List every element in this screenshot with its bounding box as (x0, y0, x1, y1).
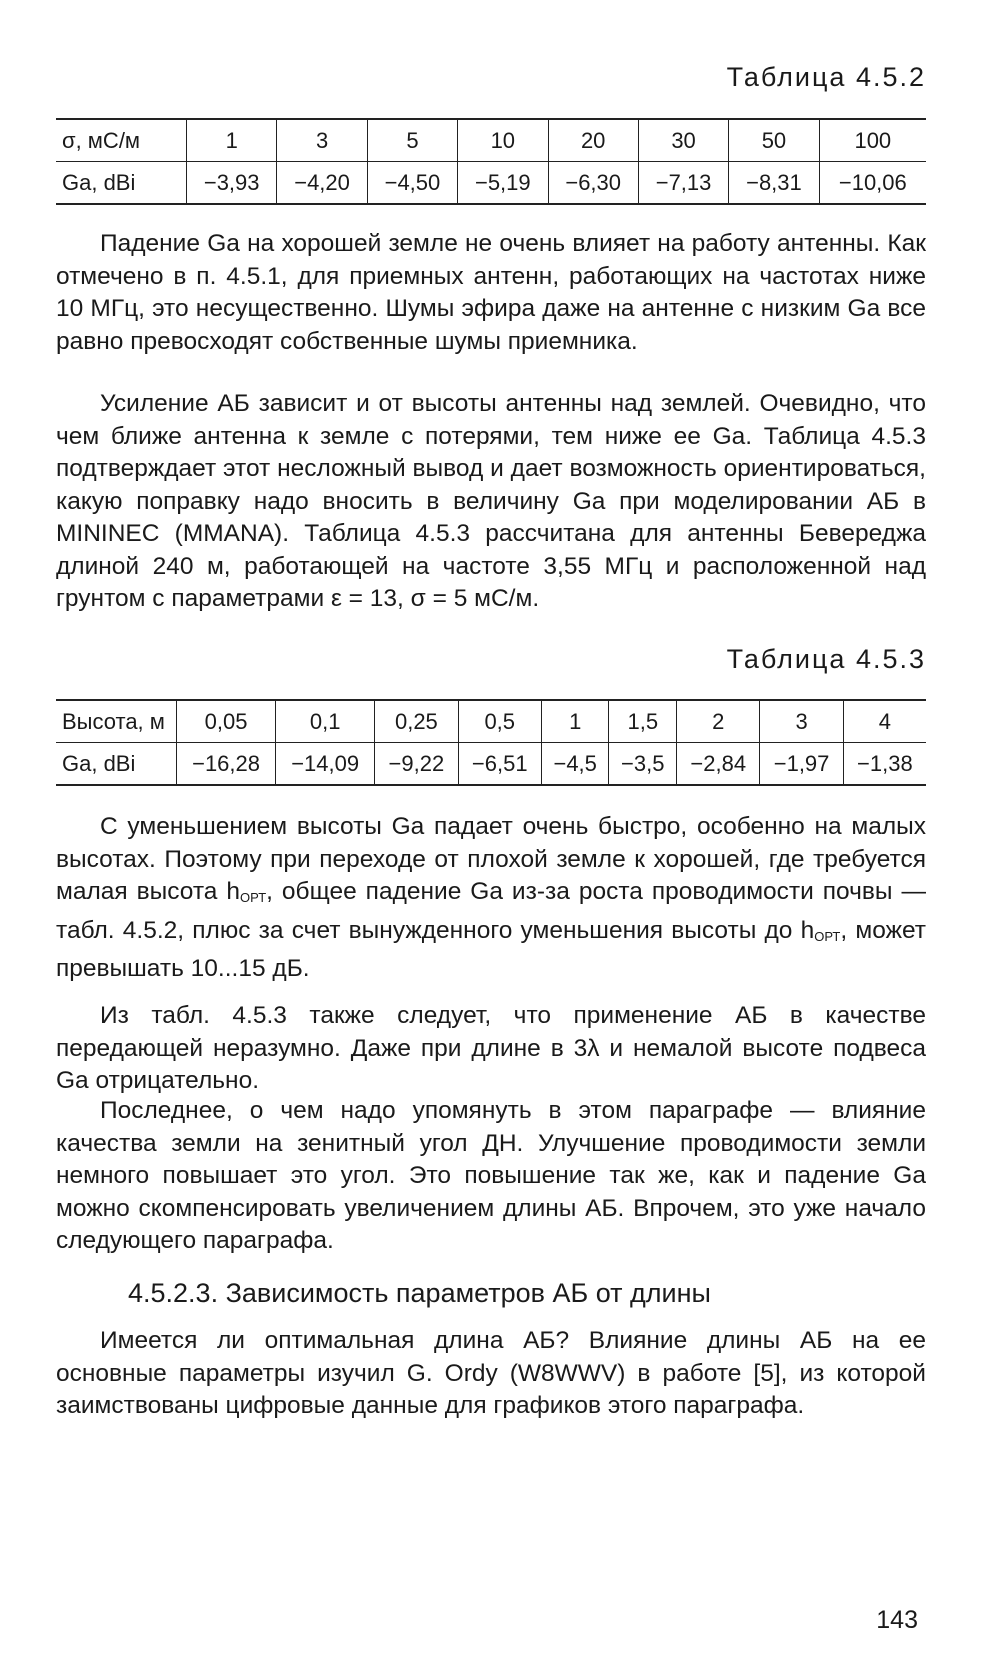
table-cell: 30 (638, 119, 728, 162)
table-cell: 1,5 (609, 700, 677, 743)
subscript-opt: ОРТ (240, 890, 267, 905)
table-cell: 3 (760, 700, 843, 743)
table-row (56, 119, 926, 162)
table-cell: −8,31 (729, 162, 819, 205)
table-row (56, 700, 926, 743)
paragraph-2: Усиление АБ зависит и от высоты антенны над землей. Очевидно, что чем ближе антенна к земле с потерями, тем ниже ее Ga. Таблица 4.5.3 подтверждает этот несложный вывод и дает возможность ориентироваться, какую поправку надо вносить в величину Ga при моделировании АБ в MININEC (MMANA). Таблица 4.5.3 рассчитана для антенны Бевереджа длиной 240 м, работающей на частоте 3,55 МГц и расположенной над грунтом с параметрами ε = 13, σ = 5 мС/м. (56, 390, 926, 612)
paragraph-3-text: , может превышать 10...15 дБ. (56, 916, 926, 982)
subscript-opt: ОРТ (814, 928, 841, 944)
row-label-sigma: σ, мС/м (56, 119, 187, 162)
paragraph-3-text: , общее падение Ga из-за роста проводимости почвы — табл. 4.5.2, плюс за счет вынужденного уменьшения высоты до h (56, 878, 926, 944)
row-label-ga: Ga, dBi (56, 743, 177, 786)
table-cell: −16,28 (177, 743, 276, 786)
table-4-5-2-caption: Таблица 4.5.2 (726, 62, 926, 92)
table-cell: −3,5 (609, 743, 677, 786)
table-cell: −6,30 (548, 162, 638, 205)
row-label-height: Высота, м (56, 700, 177, 743)
table-cell: 50 (729, 119, 819, 162)
row-label-ga: Ga, dBi (56, 162, 187, 205)
table-4-5-3-caption: Таблица 4.5.3 (726, 644, 926, 674)
table-cell: −4,20 (277, 162, 367, 205)
table-cell: 2 (677, 700, 760, 743)
table-cell: −10,06 (819, 162, 926, 205)
table-4-5-3 (56, 699, 926, 786)
table-cell: 100 (819, 119, 926, 162)
table-4-5-2 (56, 118, 926, 205)
paragraph-5: Последнее, о чем надо упомянуть в этом параграфе — влияние качества земли на зенитный угол ДН. Улучшение проводимости земли немного повышает это угол. Это повышение так же, как и падение Ga можно скомпенсировать увеличением длины АБ. Впрочем, это уже начало следующего параграфа. (56, 1097, 926, 1254)
table-cell: −3,93 (187, 162, 277, 205)
paragraph-1: Падение Ga на хорошей земле не очень влияет на работу антенны. Как отмечено в п. 4.5.1, для приемных антенн, работающих на частотах ниже 10 МГц, это несущественно. Шумы эфира даже на антенне с низким Ga все равно превосходят собственные шумы приемника. (56, 230, 926, 355)
table-cell: −4,5 (541, 743, 609, 786)
table-cell: 0,5 (458, 700, 541, 743)
paragraph-3 (56, 811, 926, 986)
table-cell: 20 (548, 119, 638, 162)
table-cell: −1,38 (843, 743, 926, 786)
table-cell: −14,09 (276, 743, 375, 786)
section-heading: 4.5.2.3. Зависимость параметров АБ от длины (128, 1278, 711, 1308)
page-number: 143 (876, 1606, 918, 1634)
table-cell: −9,22 (375, 743, 458, 786)
table-cell: 0,1 (276, 700, 375, 743)
table-cell: −1,97 (760, 743, 843, 786)
table-cell: −2,84 (677, 743, 760, 786)
table-cell: −7,13 (638, 162, 728, 205)
table-cell: −4,50 (367, 162, 457, 205)
table-cell: 3 (277, 119, 367, 162)
book-page (56, 0, 926, 1664)
table-row (56, 743, 926, 786)
table-cell: 10 (458, 119, 548, 162)
paragraph-6: Имеется ли оптимальная длина АБ? Влияние длины АБ на ее основные параметры изучил G. Ordy (W8WWV) в работе [5], из которой заимствованы цифровые данные для графиков этого параграфа. (56, 1327, 926, 1419)
table-row (56, 162, 926, 205)
table-cell: 1 (187, 119, 277, 162)
table-cell: −5,19 (458, 162, 548, 205)
table-cell: 0,25 (375, 700, 458, 743)
table-cell: 0,05 (177, 700, 276, 743)
paragraph-3-text: С уменьшением высоты Ga падает очень быстро, особенно на малых высотах. Поэтому при переходе от плохой земле к хорошей, где требуется малая высота h (56, 813, 926, 905)
table-cell: 4 (843, 700, 926, 743)
table-cell: −6,51 (458, 743, 541, 786)
table-cell: 1 (541, 700, 609, 743)
table-cell: 5 (367, 119, 457, 162)
paragraph-4: Из табл. 4.5.3 также следует, что применение АБ в качестве передающей неразумно. Даже при длине в 3λ и немалой высоте подвеса Ga отрицательно. (56, 1002, 926, 1094)
